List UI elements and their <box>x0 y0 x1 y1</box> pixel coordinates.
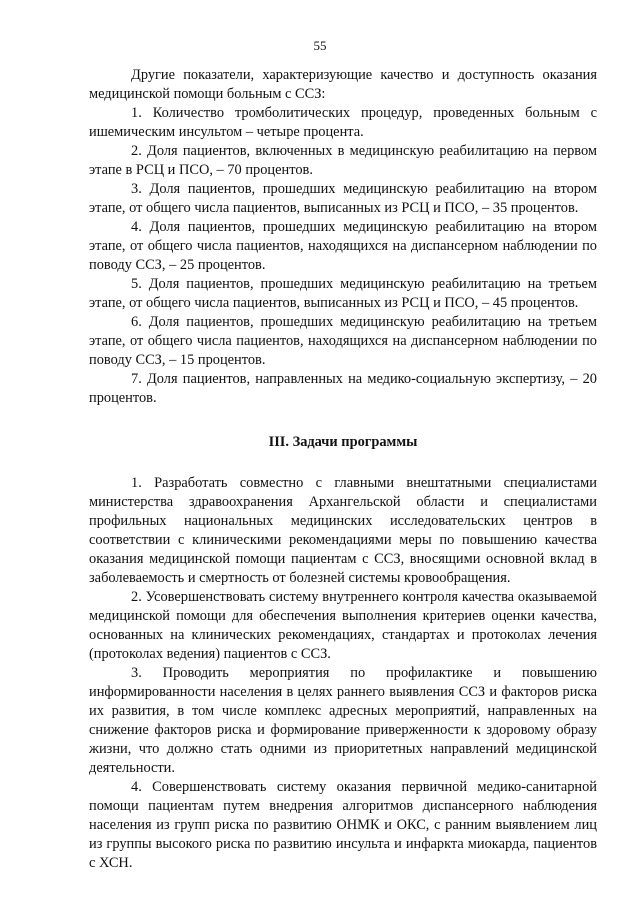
intro-paragraph: Другие показатели, характеризующие качество и доступность оказания медицинской помощи больным с ССЗ: <box>89 67 597 102</box>
task-item: 1. Разработать совместно с главными внештатными специалистами министерства здравоохранения Архангельской области и специалистами профильных национальных медицинских исследовательских центров в соответствии с клиническими рекомендациями меры по повышению качества оказания медицинской помощи пациентам с ССЗ, вносящими основной вклад в заболеваемость и смертность от болезней системы кровообращения. <box>89 475 597 586</box>
task-item: 3. Проводить мероприятия по профилактике и повышению информированности населения в целях раннего выявления ССЗ и факторов риска их развития, в том числе комплекс адресных мероприятий, направленных на снижение факторов риска и формирование приверженности к здоровому образу жизни, что должно стать одними из приоритетных направлений медицинской деятельности. <box>89 665 597 776</box>
page-number: 55 <box>313 38 327 53</box>
section-heading: III. Задачи программы <box>268 434 418 450</box>
indicator-item: 7. Доля пациентов, направленных на медико-социальную экспертизу, – 20 процентов. <box>89 371 597 406</box>
indicator-item: 2. Доля пациентов, включенных в медицинскую реабилитацию на первом этапе в РСЦ и ПСО, – 70 процентов. <box>89 143 597 178</box>
indicator-item: 4. Доля пациентов, прошедших медицинскую реабилитацию на втором этапе, от общего числа пациентов, находящихся на диспансерном наблюдении по поводу ССЗ, – 25 процентов. <box>89 219 597 273</box>
task-item: 4. Совершенствовать систему оказания первичной медико-санитарной помощи пациентам путем внедрения алгоритмов диспансерного наблюдения населения из групп риска по развитию ОНМК и ОКС, с ранним выявлением лиц из группы высокого риска по развитию инсульта и инфаркта миокарда, пациентов с ХСН. <box>89 779 597 871</box>
indicator-item: 1. Количество тромболитических процедур, проведенных больным с ишемическим инсультом – четыре процента. <box>89 105 597 140</box>
indicator-item: 5. Доля пациентов, прошедших медицинскую реабилитацию на третьем этапе, от общего числа пациентов, выписанных из РСЦ и ПСО, – 45 процентов. <box>89 276 597 311</box>
indicator-item: 6. Доля пациентов, прошедших медицинскую реабилитацию на третьем этапе, от общего числа пациентов, находящихся на диспансерном наблюдении по поводу ССЗ, – 15 процентов. <box>89 314 597 368</box>
indicators-list <box>89 104 597 408</box>
page-content <box>89 66 597 873</box>
task-item: 2. Усовершенствовать систему внутреннего контроля качества оказываемой медицинской помощи для обеспечения выполнения критериев оценки качества, основанных на клинических рекомендациях, стандартах и протоколах лечения (протоколах ведения) пациентов с ССЗ. <box>89 589 597 662</box>
tasks-list <box>89 474 597 873</box>
indicator-item: 3. Доля пациентов, прошедших медицинскую реабилитацию на втором этапе, от общего числа пациентов, выписанных из РСЦ и ПСО, – 35 процентов. <box>89 181 597 216</box>
